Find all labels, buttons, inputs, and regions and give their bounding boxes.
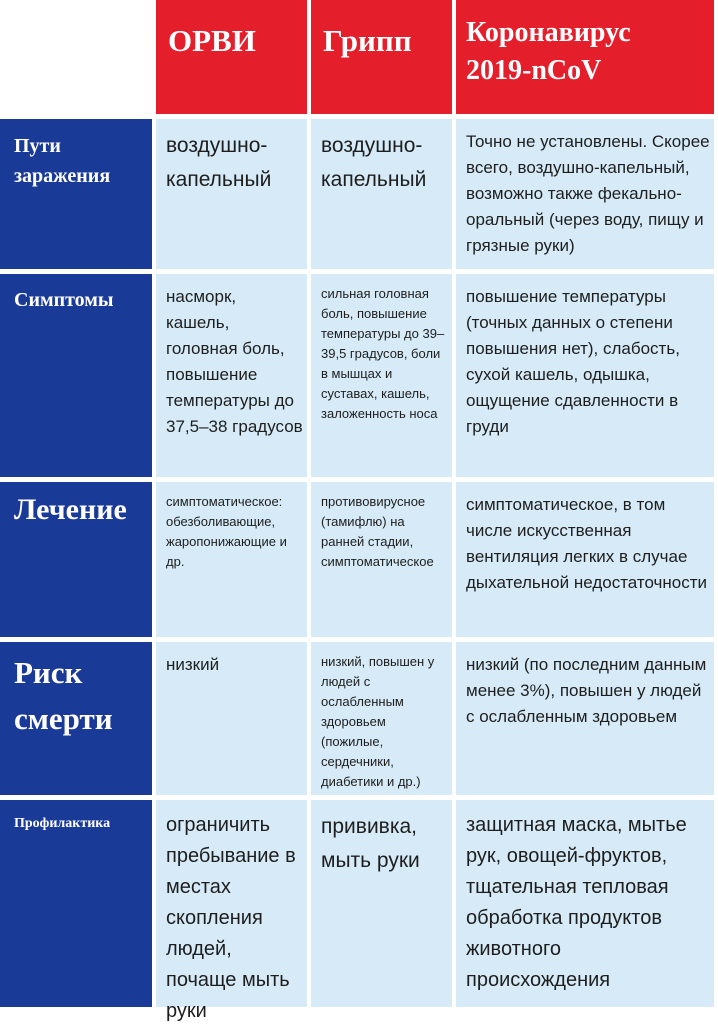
- row-label-death-risk: Риск смерти: [0, 642, 152, 795]
- cell-orvi-transmission: воздушно-капельный: [156, 119, 307, 269]
- row-label-transmission: Пути заражения: [0, 119, 152, 269]
- cell-orvi-prevention: ограничить пребывание в местах скопления людей, почаще мыть руки: [156, 800, 307, 1007]
- row-label-treatment: Лечение: [0, 482, 152, 637]
- header-gripp: Грипп: [311, 0, 452, 114]
- header-covid-line2: 2019-nCoV: [466, 55, 602, 86]
- cell-covid-death-risk: низкий (по последним данным менее 3%), повышен у людей с ослабленным здоровьем: [456, 642, 714, 795]
- cell-covid-treatment: симптоматическое, в том числе искусственная вентиляция легких в случае дыхательной недостаточности: [456, 482, 714, 637]
- cell-gripp-transmission: воздушно-капельный: [311, 119, 452, 269]
- cell-orvi-symptoms: насморк, кашель, головная боль, повышение температуры до 37,5–38 градусов: [156, 274, 307, 477]
- cell-gripp-prevention: прививка, мыть руки: [311, 800, 452, 1007]
- cell-gripp-treatment: противовирусное (тамифлю) на ранней стадии, симптоматическое: [311, 482, 452, 637]
- header-covid-line1: Коронавирус: [466, 17, 631, 48]
- table-corner: [0, 0, 152, 114]
- cell-orvi-death-risk: низкий: [156, 642, 307, 795]
- header-covid: [456, 0, 714, 114]
- row-label-symptoms: Симптомы: [0, 274, 152, 477]
- cell-gripp-death-risk: низкий, повышен у людей с ослабленным здоровьем (пожилые, сердечники, диабетики и др.): [311, 642, 452, 795]
- cell-covid-symptoms: повышение температуры (точных данных о степени повышения нет), слабость, сухой кашель, одышка, ощущение сдавленности в груди: [456, 274, 714, 477]
- cell-covid-transmission: Точно не установлены. Скорее всего, воздушно-капельный, возможно также фекально-оральный (через воду, пищу и грязные руки): [456, 119, 714, 269]
- cell-covid-prevention: защитная маска, мытье рук, овощей-фруктов, тщательная тепловая обработка продуктов животного происхождения: [456, 800, 714, 1007]
- cell-gripp-symptoms: сильная головная боль, повышение температуры до 39–39,5 градусов, боли в мышцах и суставах, кашель, заложенность носа: [311, 274, 452, 477]
- header-orvi: ОРВИ: [156, 0, 307, 114]
- cell-orvi-treatment: симптоматическое: обезболивающие, жаропонижающие и др.: [156, 482, 307, 637]
- row-label-prevention: Профилактика: [0, 800, 152, 1007]
